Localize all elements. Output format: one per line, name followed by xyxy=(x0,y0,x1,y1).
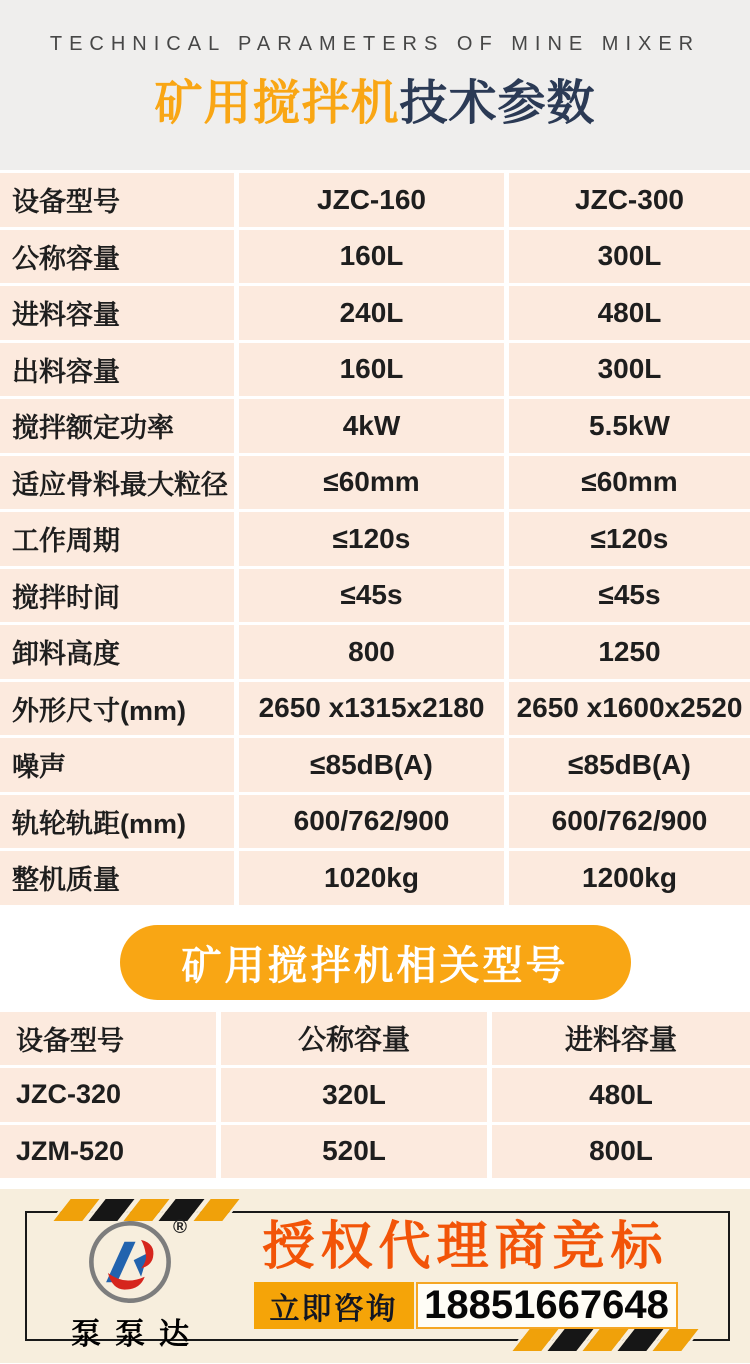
table-row xyxy=(0,738,750,792)
row-value-jzc300: ≤60mm xyxy=(509,456,750,510)
consult-now-button[interactable]: 立即咨询 xyxy=(254,1282,414,1329)
table-row xyxy=(0,625,750,679)
hazard-stripes-bottom-right xyxy=(521,1329,690,1351)
row-value-jzc160: ≤60mm xyxy=(239,456,504,510)
row-label: 整机质量 xyxy=(0,851,234,905)
table-header-row xyxy=(0,1012,750,1066)
table-row xyxy=(0,1125,750,1179)
column-header-nominal-capacity: 公称容量 xyxy=(221,1012,487,1066)
row-model: JZM-520 xyxy=(0,1125,216,1179)
row-value-jzc160: 160L xyxy=(239,230,504,284)
row-model: JZC-320 xyxy=(0,1068,216,1122)
row-label: 适应骨料最大粒径 xyxy=(0,456,234,510)
row-label: 进料容量 xyxy=(0,286,234,340)
row-label: 外形尺寸(mm) xyxy=(0,682,234,736)
footer xyxy=(0,1189,750,1363)
table-row xyxy=(0,795,750,849)
spec-table xyxy=(0,173,750,905)
row-label: 卸料高度 xyxy=(0,625,234,679)
row-value-jzc300: 300L xyxy=(509,343,750,397)
row-value-jzc300: JZC-300 xyxy=(509,173,750,227)
table-row xyxy=(0,343,750,397)
row-value-jzc160: ≤45s xyxy=(239,569,504,623)
related-models-table xyxy=(0,1012,750,1179)
table-row xyxy=(0,399,750,453)
table-row xyxy=(0,456,750,510)
table-row xyxy=(0,230,750,284)
row-value-jzc160: 4kW xyxy=(239,399,504,453)
row-value-jzc160: JZC-160 xyxy=(239,173,504,227)
row-value-jzc160: ≤85dB(A) xyxy=(239,738,504,792)
table-row xyxy=(0,569,750,623)
table-row xyxy=(0,851,750,905)
row-value-jzc300: 1250 xyxy=(509,625,750,679)
page-title-highlight: 矿用搅拌机 xyxy=(154,77,400,130)
row-value-jzc300: 5.5kW xyxy=(509,399,750,453)
row-nominal-capacity: 320L xyxy=(221,1068,487,1122)
row-value-jzc160: 2650 x1315x2180 xyxy=(239,682,504,736)
row-value-jzc160: 240L xyxy=(239,286,504,340)
brand-logo-icon xyxy=(84,1216,176,1308)
row-label: 噪声 xyxy=(0,738,234,792)
row-feed-capacity: 480L xyxy=(492,1068,750,1122)
row-label: 搅拌额定功率 xyxy=(0,399,234,453)
row-value-jzc160: 160L xyxy=(239,343,504,397)
row-value-jzc300: 300L xyxy=(509,230,750,284)
table-row xyxy=(0,173,750,227)
row-label: 轨轮轨距(mm) xyxy=(0,795,234,849)
footer-frame xyxy=(25,1211,730,1351)
related-models-banner: 矿用搅拌机相关型号 xyxy=(120,925,631,1000)
row-label: 公称容量 xyxy=(0,230,234,284)
column-header-feed-capacity: 进料容量 xyxy=(492,1012,750,1066)
row-value-jzc300: 1200kg xyxy=(509,851,750,905)
row-value-jzc160: 600/762/900 xyxy=(239,795,504,849)
row-value-jzc300: 600/762/900 xyxy=(509,795,750,849)
table-row xyxy=(0,286,750,340)
header xyxy=(0,0,750,170)
row-value-jzc160: 1020kg xyxy=(239,851,504,905)
registered-trademark-icon: ® xyxy=(173,1217,187,1238)
page-title-rest: 技术参数 xyxy=(399,77,596,130)
brand-logo xyxy=(55,1214,205,1353)
row-value-jzc160: 800 xyxy=(239,625,504,679)
row-value-jzc300: ≤45s xyxy=(509,569,750,623)
row-feed-capacity: 800L xyxy=(492,1125,750,1179)
table-row xyxy=(0,682,750,736)
row-value-jzc300: ≤120s xyxy=(509,512,750,566)
page-title xyxy=(0,64,750,133)
row-nominal-capacity: 520L xyxy=(221,1125,487,1179)
row-label: 搅拌时间 xyxy=(0,569,234,623)
column-header-model: 设备型号 xyxy=(0,1012,216,1066)
row-value-jzc300: 480L xyxy=(509,286,750,340)
row-value-jzc300: ≤85dB(A) xyxy=(509,738,750,792)
row-label: 设备型号 xyxy=(0,173,234,227)
row-label: 工作周期 xyxy=(0,512,234,566)
footer-slogan: 授权代理商竞标 xyxy=(262,1218,669,1276)
header-subtitle-en: TECHNICAL PARAMETERS OF MINE MIXER xyxy=(49,33,701,55)
table-row xyxy=(0,1068,750,1122)
row-label: 出料容量 xyxy=(0,343,234,397)
cta-row xyxy=(215,1282,716,1329)
footer-promo xyxy=(215,1219,716,1329)
table-row xyxy=(0,512,750,566)
row-value-jzc300: 2650 x1600x2520 xyxy=(509,682,750,736)
brand-name: 泵泵达 xyxy=(71,1318,203,1351)
phone-number[interactable]: 18851667648 xyxy=(416,1282,678,1329)
row-value-jzc160: ≤120s xyxy=(239,512,504,566)
